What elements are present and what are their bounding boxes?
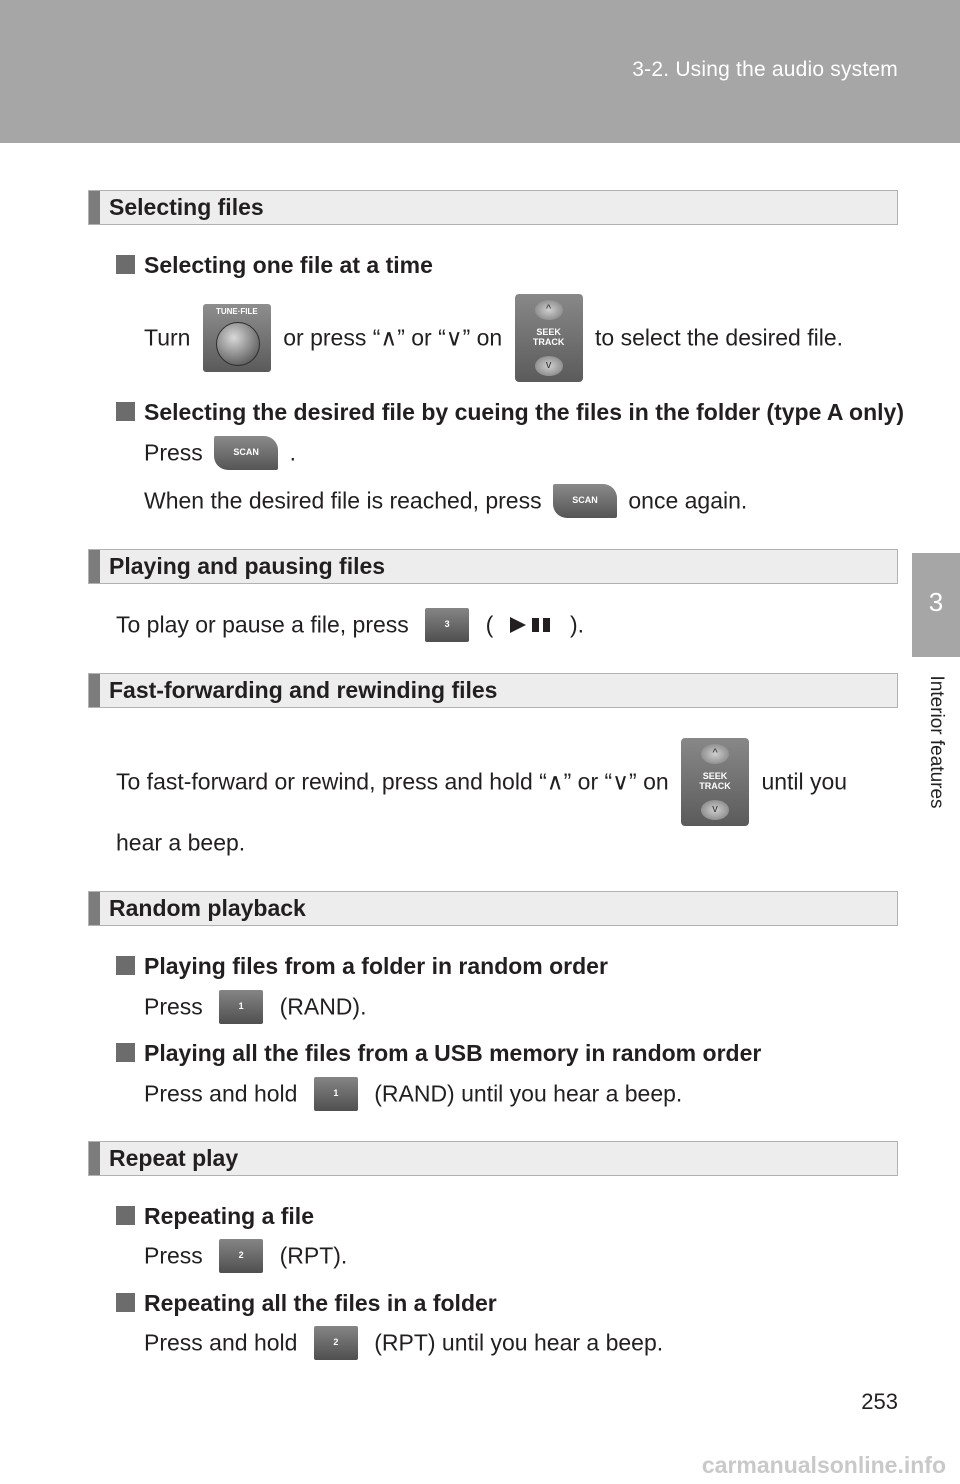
header-band	[0, 0, 960, 143]
instruction-line: Press and hold 1 (RAND) until you hear a beep.	[144, 1077, 682, 1111]
watermark: carmanualsonline.info	[701, 1452, 946, 1478]
subheading-repeat-file: Repeating a file	[116, 1203, 314, 1230]
preset-button-2-icon: 2	[219, 1239, 263, 1273]
section-bar-selecting-files	[88, 190, 898, 225]
instruction-line: Press SCAN .	[144, 436, 296, 470]
instruction-line: Press 1 (RAND).	[144, 990, 366, 1024]
tune-file-knob-icon: TUNE·FILE	[203, 304, 271, 372]
subheading-cueing: Selecting the desired file by cueing the files in the folder (type A only)	[116, 399, 904, 426]
page-number: 253	[861, 1389, 898, 1414]
preset-button-1-icon: 1	[314, 1077, 358, 1111]
header-title: 3-2. Using the audio system	[632, 58, 898, 81]
chapter-number: 3	[928, 587, 944, 617]
preset-button-1-icon: 1	[219, 990, 263, 1024]
play-pause-icon	[506, 615, 558, 635]
subheading-random-usb: Playing all the files from a USB memory in random order	[116, 1040, 761, 1067]
instruction-line: To play or pause a file, press 3 ( ).	[116, 608, 584, 642]
subheading-repeat-folder: Repeating all the files in a folder	[116, 1290, 497, 1317]
section-title: Random playback	[109, 895, 306, 921]
chapter-tab	[912, 553, 960, 657]
preset-button-3-icon: 3	[425, 608, 469, 642]
square-bullet-icon	[116, 956, 135, 975]
section-title: Repeat play	[109, 1145, 239, 1171]
instruction-line: To fast-forward or rewind, press and hold “∧” or “∨” on ^ SEEK TRACK v until you	[116, 738, 847, 826]
square-bullet-icon	[116, 255, 135, 274]
instruction-line: When the desired file is reached, press SCAN once again.	[144, 484, 747, 518]
section-title: Selecting files	[109, 194, 264, 220]
section-bar-playing-pausing	[88, 549, 898, 584]
section-bar-fast-forwarding	[88, 673, 898, 708]
instruction-line: hear a beep.	[116, 829, 246, 856]
square-bullet-icon	[116, 1206, 135, 1225]
square-bullet-icon	[116, 1043, 135, 1062]
subheading-one-file: Selecting one file at a time	[116, 252, 433, 279]
scan-button-icon: SCAN	[214, 436, 278, 470]
section-title: Playing and pausing files	[109, 553, 386, 579]
instruction-line: Press 2 (RPT).	[144, 1239, 347, 1273]
square-bullet-icon	[116, 402, 135, 421]
chapter-label: Interior features	[926, 675, 947, 809]
section-bar-repeat-play	[88, 1141, 898, 1176]
instruction-line: Turn TUNE·FILE or press “∧” or “∨” on ^ SEEK TRACK v to select the desired file.	[144, 294, 843, 382]
preset-button-2-icon: 2	[314, 1326, 358, 1360]
section-title: Fast-forwarding and rewinding files	[109, 677, 498, 703]
instruction-line: Press and hold 2 (RPT) until you hear a beep.	[144, 1326, 663, 1360]
section-bar-random-playback	[88, 891, 898, 926]
seek-track-button-icon: ^ SEEK TRACK v	[515, 294, 583, 382]
square-bullet-icon	[116, 1293, 135, 1312]
scan-button-icon: SCAN	[553, 484, 617, 518]
seek-track-button-icon: ^ SEEK TRACK v	[681, 738, 749, 826]
subheading-random-folder: Playing files from a folder in random order	[116, 953, 608, 980]
